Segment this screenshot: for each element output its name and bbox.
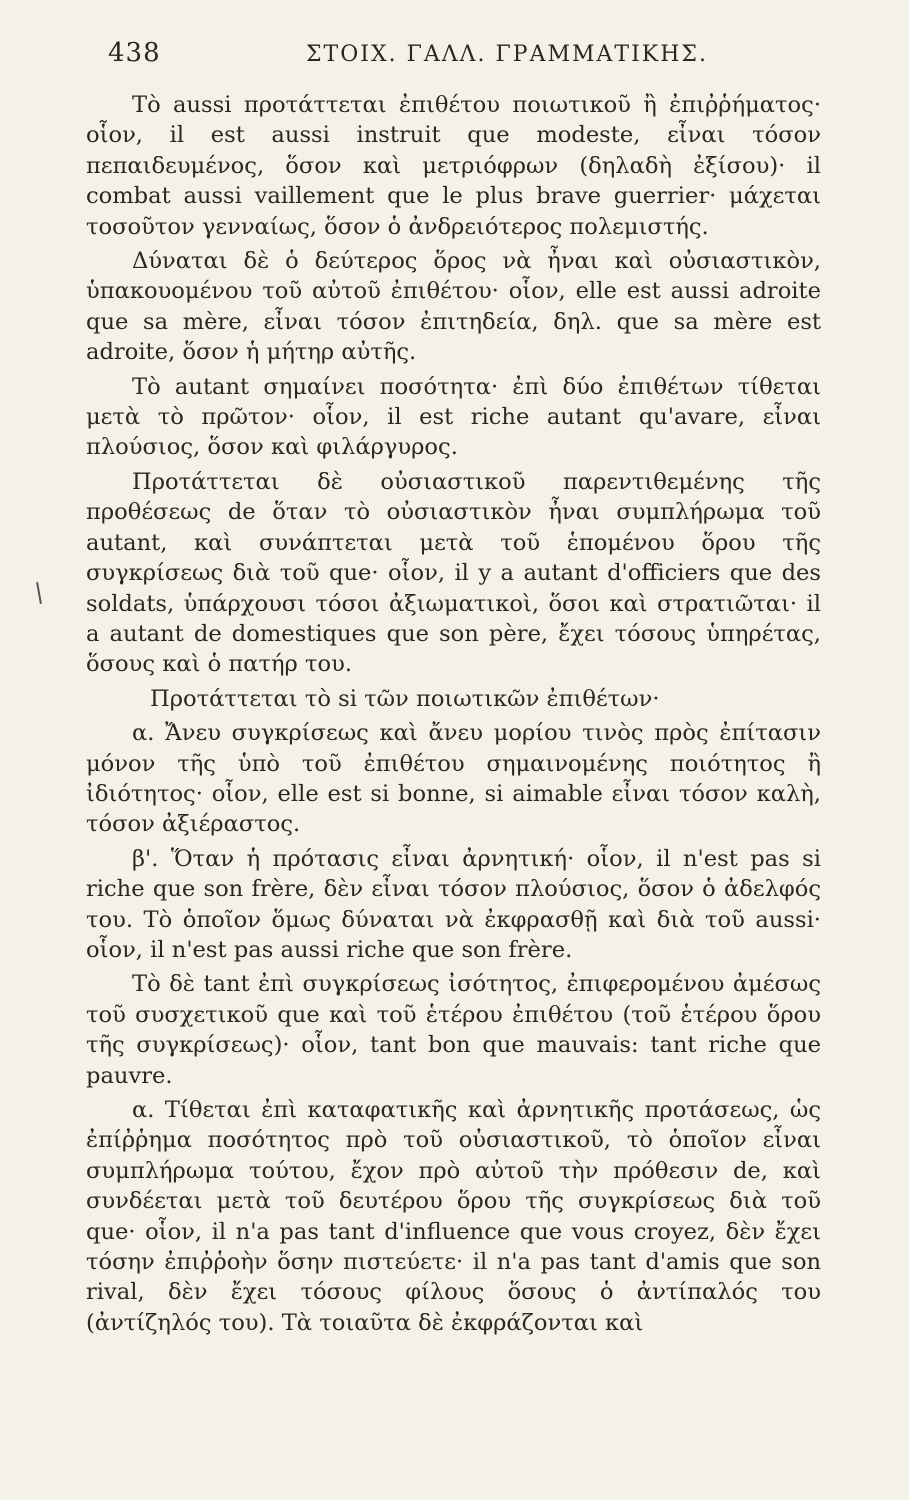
body-text (86, 90, 821, 1338)
paragraph-tant: Τὸ δὲ tant ἐπὶ συγκρίσεως ἰσότητος, ἐπιφερομένου ἀμέσως τοῦ συσχετικοῦ que καὶ τοῦ ἑτέρου ἐπιθέτου (τοῦ ἑτέρου ὅρου τῆς συγκρίσεως)· οἷον, tant bon que mauvais: tant riche que pauvre. (86, 971, 821, 1089)
paragraph-aussi: Τὸ aussi προτάττεται ἐπιθέτου ποιωτικοῦ ἢ ἐπιῤῥήματος· οἷον, il est aussi instruit que modeste, εἶναι τόσον πεπαιδευμένος, ὅσον καὶ μετριόφρων (δηλαδὴ ἐξίσου)· il combat aussi vaillement que le plus brave guerrier· μάχεται τοσοῦτον γενναίως, ὅσον ὁ ἀνδρειότερος πολεμιστής. (86, 92, 821, 240)
margin-mark (36, 582, 42, 604)
running-title: ΣΤΟΙΧ. ΓΑΛΛ. ΓΡΑΜΜΑΤΙΚΗΣ. (306, 42, 708, 67)
paragraph-autant: Τὸ autant σημαίνει ποσότητα· ἐπὶ δύο ἐπιθέτων τίθεται μετὰ τὸ πρῶτον· οἷον, il est riche autant qu'avare, εἶναι πλούσιος, ὅσον καὶ φιλάργυρος. (86, 373, 821, 461)
page-number: 438 (108, 38, 161, 68)
running-head (86, 38, 821, 82)
paragraph-si-b: β'. Ὅταν ἡ πρότασις εἶναι ἀρνητική· οἷον, il n'est pas si riche que son frère, δὲν εἶναι τόσον πλούσιος, ὅσον ὁ ἀδελφός του. Τὸ ὁποῖον ὅμως δύναται νὰ ἐκφρασθῇ καὶ διὰ τοῦ aussi· οἷον, il n'est pas aussi riche que son frère. (86, 845, 821, 963)
paragraph-si-a: α. Ἄνευ συγκρίσεως καὶ ἄνευ μορίου τινὸς πρὸς ἐπίτασιν μόνον τῆς ὑπὸ τοῦ ἐπιθέτου σημαινομένης ποιότητος ἢ ἰδιότητος· οἷον, elle est si bonne, si aimable εἶναι τόσον καλὴ, τόσον ἀξιέραστος. (86, 720, 821, 838)
paragraph-tant-a: α. Τίθεται ἐπὶ καταφατικῆς καὶ ἀρνητικῆς προτάσεως, ὡς ἐπίῤῥημα ποσότητος πρὸ τοῦ οὐσιαστικοῦ, τὸ ὁποῖον εἶναι συμπλήρωμα τούτου, ἔχον πρὸ αὐτοῦ τὴν πρόθεσιν de, καὶ συνδέεται μετὰ τοῦ δευτέρου ὅρου τῆς συγκρίσεως διὰ τοῦ que· οἷον, il n'a pas tant d'influence que vous croyez, δὲν ἔχει τόσην ἐπιῤῥοὴν ὅσην πιστεύετε· il n'a pas tant d'amis que son rival, δὲν ἔχει τόσους φίλους ὅσους ὁ ἀντίπαλός του (ἀντίζηλός του). Τὰ τοιαῦτα δὲ ἐκφράζονται καὶ (86, 1097, 821, 1336)
paragraph-second-term: Δύναται δὲ ὁ δεύτερος ὅρος νὰ ἦναι καὶ οὐσιαστικὸν, ὑπακουομένου τοῦ αὐτοῦ ἐπιθέτου· οἷον, elle est aussi adroite que sa mère, εἶναι τόσον ἐπιτηδεία, δηλ. que sa mère est adroite, ὅσον ἡ μήτηρ αὐτῆς. (86, 248, 821, 366)
paragraph-autant-noun: Προτάττεται δὲ οὐσιαστικοῦ παρεντιθεμένης τῆς προθέσεως de ὅταν τὸ οὐσιαστικὸν ἦναι συμπλήρωμα τοῦ autant, καὶ συνάπτεται μετὰ τοῦ ἑπομένου ὅρου τῆς συγκρίσεως διὰ τοῦ que· οἷον, il y a autant d'officiers que des soldats, ὑπάρχουσι τόσοι ἀξιωματικοὶ, ὅσοι καὶ στρατιῶται· il a autant de domestiques que son père, ἔχει τόσους ὑπηρέτας, ὅσους καὶ ὁ πατήρ του. (86, 468, 821, 678)
paragraph-si-heading: Προτάττεται τὸ si τῶν ποιωτικῶν ἐπιθέτων· (150, 685, 660, 712)
